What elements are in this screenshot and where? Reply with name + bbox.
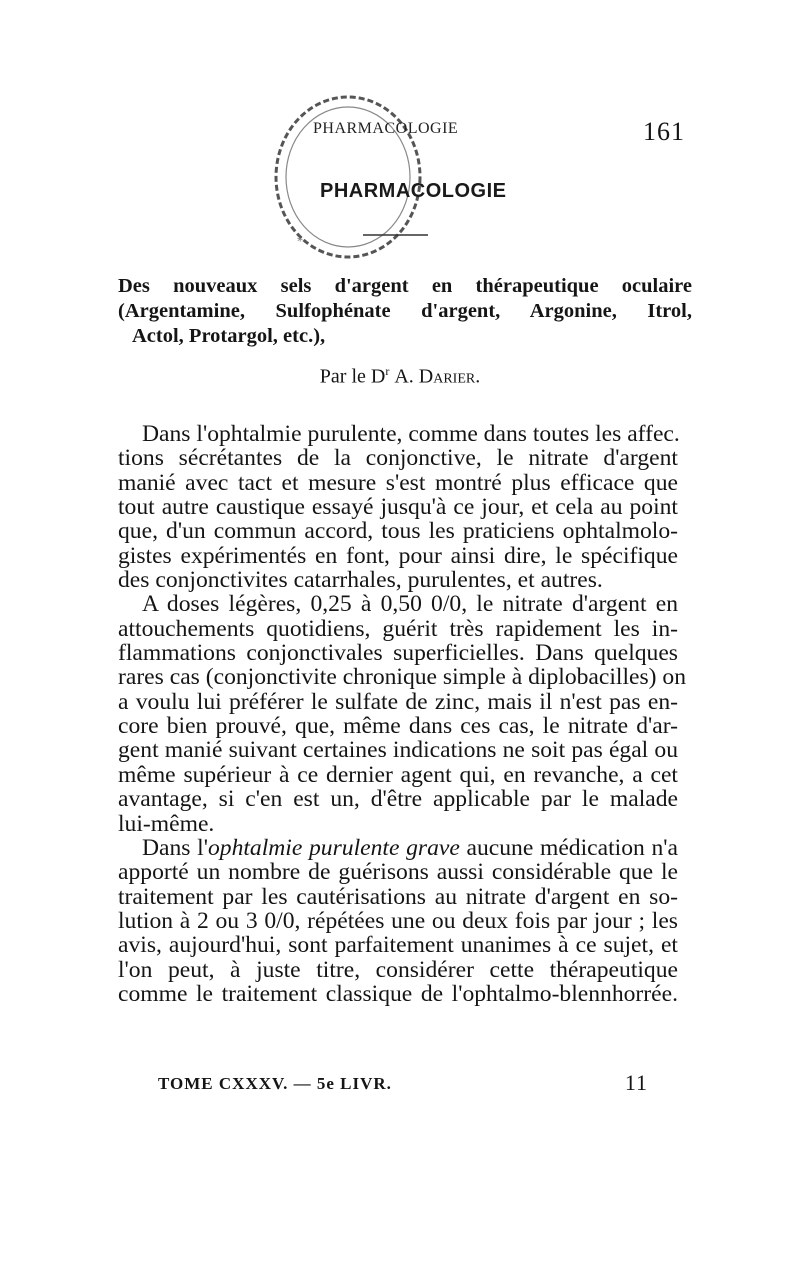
body-line: lui-même. (118, 810, 215, 837)
body-line: rares cas (conjonctivite chronique simple à diplobacilles) on (118, 664, 687, 691)
body-line: attouchements quotidiens, guérit très rapidement les in- (118, 615, 678, 642)
stamp-text-top: PHARMACOLOGIE (313, 120, 459, 137)
body-line: lution à 2 ou 3 0/0, répétées une ou deux fois par jour ; les (118, 907, 678, 934)
footer-signature: 11 (624, 1070, 648, 1095)
article-title (118, 274, 692, 349)
footer-tome: TOME CXXXV. — 5e LIVR. (158, 1074, 392, 1093)
body-line: tions sécrétantes de la conjonctive, le nitrate d'argent (118, 445, 678, 472)
byline (0, 364, 800, 389)
byline-sup: r (385, 364, 390, 378)
stamp-text-main: PHARMACOLOGIE (320, 180, 507, 202)
page-footer (158, 1070, 648, 1095)
body-line: même supérieur à ce dernier agent qui, en revanche, a cet (118, 761, 678, 788)
body-line: des conjonctivites catarrhales, purulentes, et autres. (118, 567, 603, 594)
body-line: avis, aujourd'hui, sont parfaitement unanimes à ce sujet, et (118, 932, 678, 959)
body-line: gent manié suivant certaines indications ne soit pas égal ou (118, 737, 678, 764)
body-line: traitement par les cautérisations au nitrate d'argent en so- (118, 883, 678, 910)
body-line: l'on peut, à juste titre, considérer cette thérapeutique (118, 956, 678, 983)
body-line: core bien prouvé, que, même dans ces cas, le nitrate d'ar- (118, 713, 678, 740)
byline-prefix: Par le D (319, 365, 386, 388)
body-line: comme le traitement classique de l'ophtalmo-blennhorrée. (118, 980, 678, 1007)
title-line-2: (Argentamine, Sulfophénate d'argent, Argonine, Itrol, (118, 300, 692, 322)
body-line: que, d'un commun accord, tous les praticiens ophtalmolo- (118, 518, 678, 545)
body-line: apporté un nombre de guérisons aussi considérable que le (118, 859, 678, 886)
body-line: a voulu lui préférer le sulfate de zinc, mais il n'est pas en- (118, 688, 678, 715)
title-line-3: Actol, Protargol, etc.), (132, 325, 326, 347)
body-line (118, 836, 678, 860)
body-line: Dans l'ophtalmie purulente, comme dans toutes les affec. (142, 421, 680, 447)
body-line: manié avec tact et mesure s'est montré plus efficace que (118, 469, 678, 496)
svg-text:*: * (296, 234, 304, 248)
article-body (118, 421, 687, 1007)
p3-line1-end: aucune médication n'a (459, 834, 678, 861)
p3-italic: ophtalmie purulente grave (207, 834, 460, 861)
body-line: gistes expérimentés en font, pour ainsi dire, le spécifique (118, 542, 678, 569)
page-number: 161 (643, 117, 685, 146)
body-line: tout autre caustique essayé jusqu'à ce jour, et cela au point (118, 494, 678, 521)
title-line-1: Des nouveaux sels d'argent en thérapeutique oculaire (118, 275, 692, 297)
body-line: flammations conjonctivales superficielles. Dans quelques (118, 640, 678, 667)
body-line: A doses légères, 0,25 à 0,50 0/0, le nitrate d'argent en (142, 591, 678, 618)
body-line: avantage, si c'en est un, d'être applicable par le malade (118, 786, 678, 813)
p3-start: Dans l' (142, 834, 208, 861)
byline-author: A. Darier. (394, 365, 481, 388)
